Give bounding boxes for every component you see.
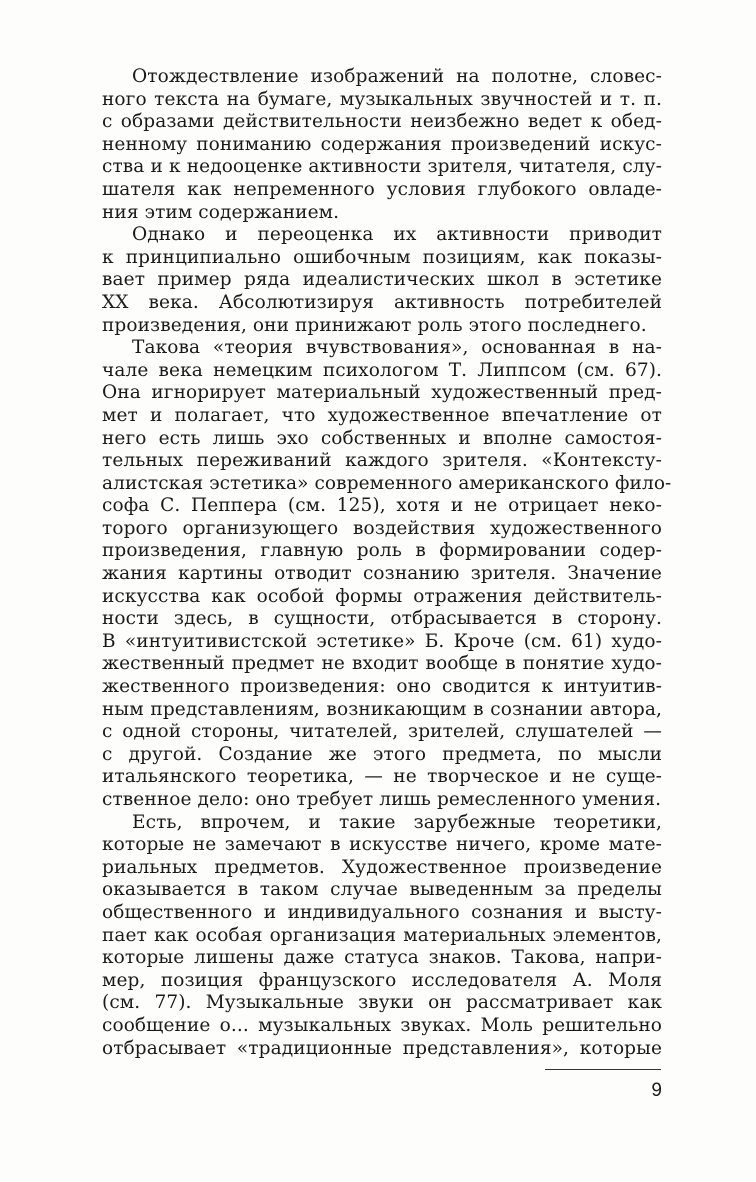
text-line: XX века. Абсолютизируя активность потребителей [102,291,662,313]
text-line: произведения, главную роль в формировании содер- [102,540,662,562]
text-line: с образами действительности неизбежно ведет к обед- [102,111,662,133]
text-line: искусства как особой формы отражения действитель- [102,585,662,607]
text-line: мер, позиция французского исследователя А. Моля [102,969,662,991]
text-line: общественного и индивидуального сознания и высту- [102,901,662,923]
text-line: ненному пониманию содержания произведений искус- [102,133,662,155]
text-line: Есть, впрочем, и такие зарубежные теоретики, [132,811,662,833]
text-line: ственное дело: оно требует лишь ремесленного умения. [102,789,662,810]
text-line: риальных предметов. Художественное произведение [102,856,662,878]
text-line: ного текста на бумаге, музыкальных звучностей и т. п. [102,88,662,110]
text-line: жественный предмет не входит вообще в понятие худо- [102,653,662,675]
page-number: 9 [651,1080,662,1101]
text-line: Она игнорирует материальный художественный пред- [102,382,662,404]
paragraph [102,224,662,337]
text-line: Отождествление изображений на полотне, словес- [132,66,662,87]
text-line: которые лишены даже статуса знаков. Такова, напри- [102,947,662,969]
paragraph [102,337,672,811]
text-line: жания картины отводит сознанию зрителя. Значение [102,563,662,585]
body-text [102,66,672,1060]
text-line: ным представлениям, возникающим в сознании автора, [102,698,662,720]
text-line: шателя как непременного условия глубокого овладе- [102,178,662,200]
paragraph [102,812,662,1061]
text-line: итальянского теоретика, — не творческое и не суще- [102,766,662,788]
text-line: торого организующего воздействия художественного [102,517,662,539]
text-line: произведения, они принижают роль этого последнего. [102,314,647,336]
text-line: чале века немецким психологом Т. Липпсом (см. 67). [102,359,662,381]
text-line: с другой. Создание же этого предмета, по мысли [102,743,662,765]
text-line: которые не замечают в искусстве ничего, кроме мате- [102,834,662,856]
text-line: Однако и переоценка их активности приводит [132,224,662,246]
text-line: него есть лишь эхо собственных и вполне самостоя- [102,427,662,449]
paragraph [102,66,662,224]
text-line: ния этим содержанием. [102,201,340,223]
text-line: сообщение о... музыкальных звуках. Моль решительно [102,1014,662,1036]
text-line: вает пример ряда идеалистических школ в эстетике [102,269,662,291]
text-line: к принципиально ошибочным позициям, как показы- [102,246,662,268]
text-line: с одной стороны, читателей, зрителей, слушателей — [102,721,662,743]
text-line: ства и к недооценке активности зрителя, читателя, слу- [102,156,662,178]
footer-rule [545,1069,661,1070]
text-line: В «интуитивистской эстетике» Б. Кроче (см. 61) худо- [102,630,662,652]
text-line: Такова «теория вчувствования», основанная в на- [132,337,662,359]
text-line: тельных переживаний каждого зрителя. «Контексту- [102,450,662,472]
text-line: алистская эстетика» современного американского фило- [102,472,672,494]
text-line: софа С. Пеппера (см. 125), хотя и не отрицает неко- [102,495,662,517]
text-line: (см. 77). Музыкальные звуки он рассматривает как [102,992,662,1014]
text-line: пает как особая организация материальных элементов, [102,924,662,946]
text-line: мет и полагает, что художественное впечатление от [102,404,662,426]
text-line: отбрасывает «традиционные представления», которые [102,1037,662,1059]
text-line: оказывается в таком случае выведенным за пределы [102,879,662,901]
text-line: жественного произведения: оно сводится к интуитив- [102,676,662,698]
text-line: ности здесь, в сущности, отбрасывается в сторону. [102,608,662,630]
